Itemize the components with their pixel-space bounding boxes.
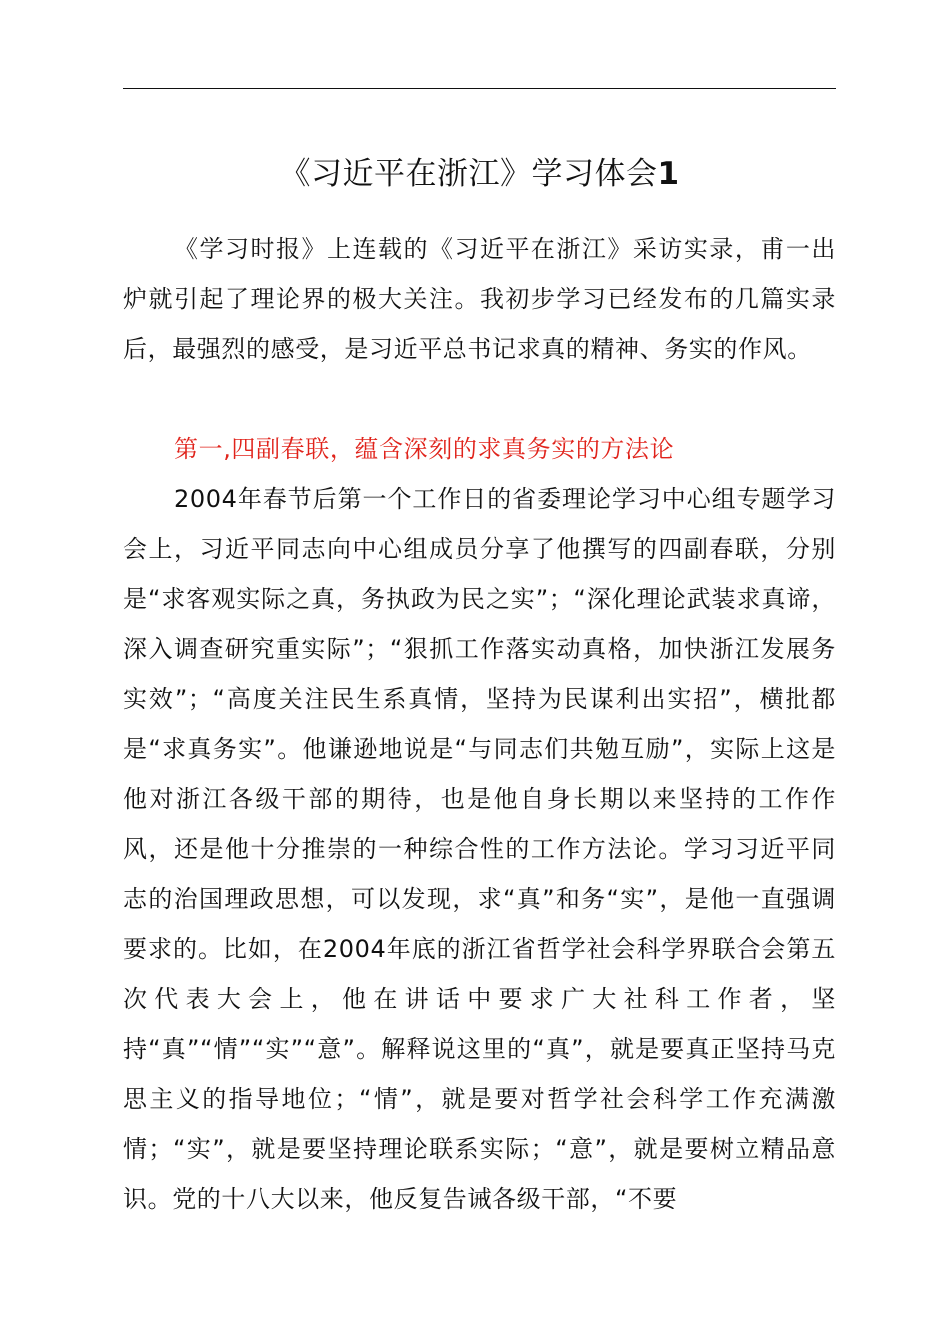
- intro-paragraph: 《学习时报》上连载的《习近平在浙江》采访实录，甫一出炉就引起了理论界的极大关注。我初步学习已经发布的几篇实录后，最强烈的感受，是习近平总书记求真的精神、务实的作风。: [123, 235, 836, 363]
- document-title-text: 《习近平在浙江》学习体会: [279, 156, 658, 192]
- body-paragraph-1: 2004年春节后第一个工作日的省委理论学习中心组专题学习会上，习近平同志向中心组成员分享了他撰写的四副春联，分别是“求客观实际之真，务执政为民之实”；“深化理论武装求真谛，深入调查研究重实际”；“狠抓工作落实动真格，加快浙江发展务实效”；“高度关注民生系真情，坚持为民谋利出实招”，横批都是“求真务实”。他谦逊地说是“与同志们共勉互励”，实际上这是他对浙江各级干部的期待，也是他自身长期以来坚持的工作作风，还是他十分推崇的一种综合性的工作方法论。学习习近平同志的治国理政思想，可以发现，求“真”和务“实”，是他一直强调要求的。比如，在2004年底的浙江省哲学社会科学界联合会第五次代表大会上，他在讲话中要求广大社科工作者，坚持“真”“情”“实”“意”。解释说这里的“真”，就是要真正坚持马克思主义的指导地位；“情”，就是要对哲学社会科学工作充满激情；“实”，就是要坚持理论联系实际；“意”，就是要树立精品意识。党的十八大以来，他反复告诫各级干部，“不要: [123, 485, 836, 1213]
- section-heading-1: 第一,四副春联，蕴含深刻的求真务实的方法论: [174, 435, 675, 463]
- document-title-number: 1: [657, 156, 680, 192]
- document-title: [123, 150, 836, 198]
- header-rule: [123, 88, 836, 89]
